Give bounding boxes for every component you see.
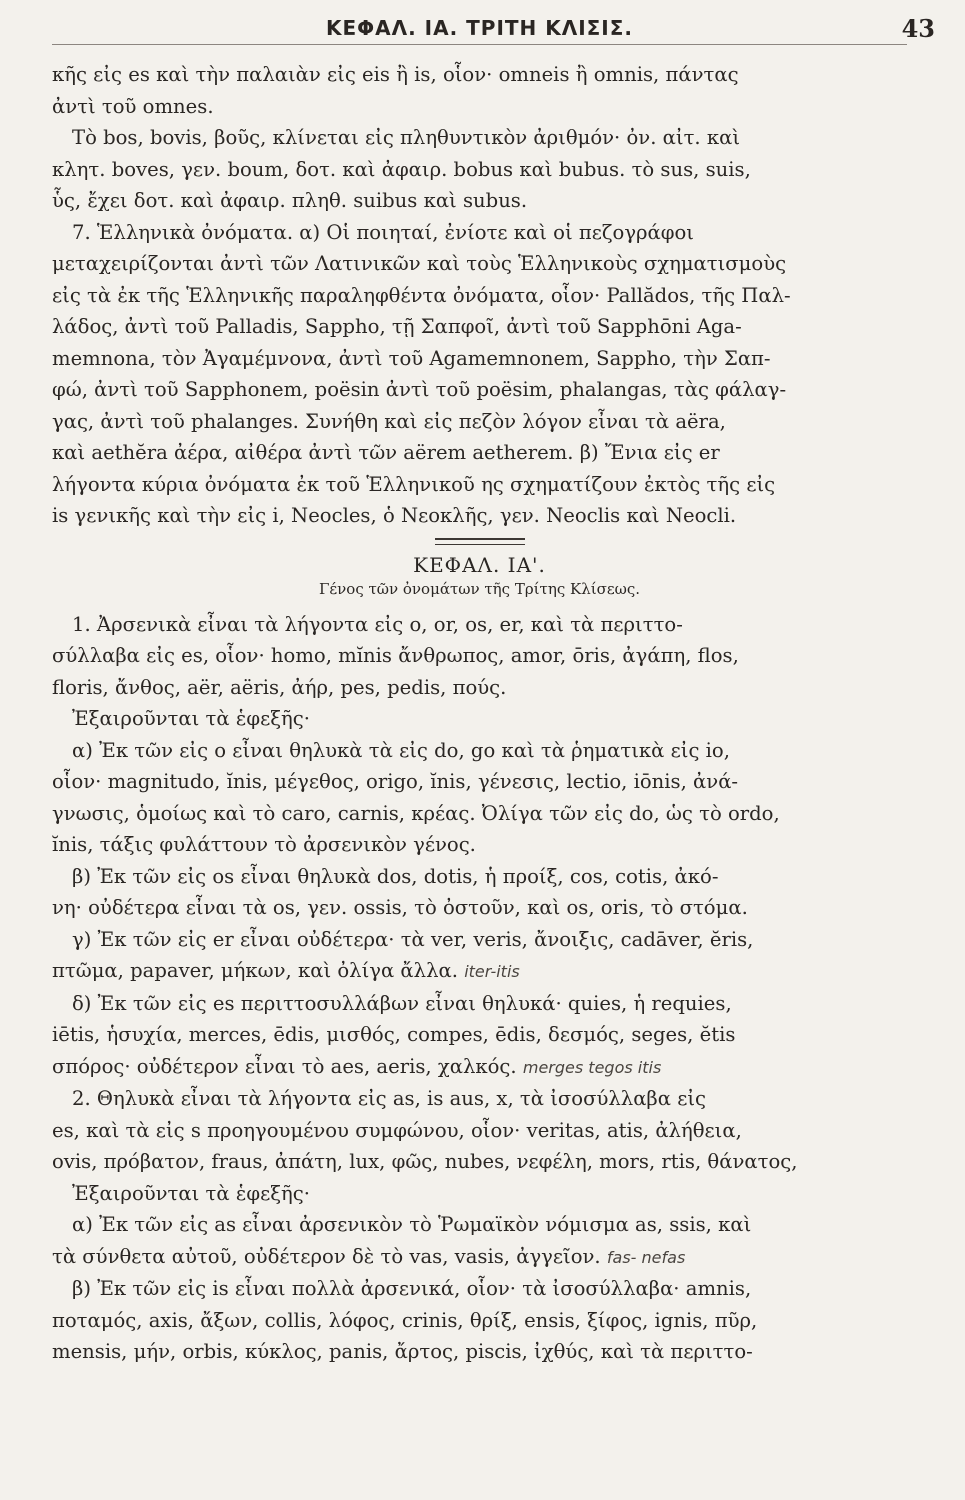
text-span: σπόρος· οὐδέτερον εἶναι τὸ aes, aeris, χαλκός. [52, 1054, 517, 1078]
text-line: λάδος, ἀντὶ τοῦ Palladis, Sappho, τῇ Σαπφοῖ, ἀντὶ τοῦ Sapphōni Aga- [52, 315, 742, 338]
text-line: μεταχειρίζονται ἀντὶ τῶν Λατινικῶν καὶ τοὺς Ἑλληνικοὺς σχηματισμοὺς [52, 252, 787, 275]
text-line: γ) Ἐκ τῶν εἰς er εἶναι οὐδέτερα· τὰ ver, veris, ἄνοιξις, cadāver, ĕris, [72, 927, 754, 951]
text-line: κλητ. boves, γεν. boum, δοτ. καὶ ἀφαιρ. bobus καὶ bubus. τὸ sus, suis, [52, 157, 751, 181]
text-line [52, 1241, 907, 1274]
section-2-text [52, 609, 907, 1368]
text-line [52, 1051, 907, 1084]
text-line: α) Ἐκ τῶν εἰς o εἶναι θηλυκὰ τὰ εἰς do, go καὶ τὰ ῥηματικὰ εἰς io, [72, 738, 730, 762]
text-line: ovis, πρόβατον, fraus, ἀπάτη, lux, φῶς, nubes, νεφέλη, mors, rtis, θάνατος, [52, 1150, 798, 1173]
text-line: ἀντὶ τοῦ omnes. [52, 94, 214, 118]
text-line: καὶ aethĕra ἀέρα, αἰθέρα ἀντὶ τῶν aërem aetherem. β) Ἔνια εἰς er [52, 441, 720, 464]
text-line: φώ, ἀντὶ τοῦ Sapphonem, poësin ἀντὶ τοῦ poësim, phalangas, τὰς φάλαγ- [52, 378, 787, 401]
text-line: Ἐξαιροῦνται τὰ ἑφεξῆς· [72, 707, 310, 730]
running-title: ΚΕΦΑΛ. ΙΑ. ΤΡΙΤΗ ΚΛΙΣΙΣ. [325, 16, 634, 40]
running-header [52, 14, 935, 45]
text-line: floris, ἄνθος, aër, aëris, ἀήρ, pes, pedis, πούς. [52, 675, 507, 699]
handwritten-note: iter-itis [464, 962, 520, 981]
text-span: πτῶμα, papaver, μήκων, καὶ ὀλίγα ἄλλα. [52, 959, 458, 982]
text-line: 7. Ἑλληνικὰ ὀνόματα. α) Οἱ ποιηταί, ἐνίοτε καὶ οἱ πεζογράφοι [72, 220, 694, 244]
text-line: iētis, ἡσυχία, merces, ēdis, μισθός, compes, ēdis, δεσμός, seges, ĕtis [52, 1023, 736, 1046]
text-line: κῆς εἰς es καὶ τὴν παλαιὰν εἰς eis ἢ is, οἷον· omneis ἢ omnis, πάντας [52, 63, 739, 86]
text-line: es, καὶ τὰ εἰς s προηγουμένου συμφώνου, οἷον· veritas, atis, ἀλήθεια, [52, 1118, 742, 1142]
text-line: ποταμός, axis, ἄξων, collis, λόφος, crinis, θρίξ, ensis, ξίφος, ignis, πῦρ, [52, 1308, 758, 1332]
text-line: ὗς, ἔχει δοτ. καὶ ἀφαιρ. πληθ. suibus καὶ subus. [52, 189, 528, 212]
text-line: is γενικῆς καὶ τὴν εἰς i, Neocles, ὁ Νεοκλῆς, γεν. Neoclis καὶ Neocli. [52, 504, 737, 527]
text-line: Ἐξαιροῦνται τὰ ἑφεξῆς· [72, 1181, 310, 1205]
handwritten-note: fas- nefas [606, 1247, 686, 1267]
chapter-heading: ΚΕΦΑΛ. ΙΑ'. [413, 552, 546, 577]
text-line: λήγοντα κύρια ὀνόματα ἐκ τοῦ Ἑλληνικοῦ ης σχηματίζουν ἐκτὸς τῆς εἰς [52, 472, 776, 496]
text-line: σύλλαβα εἰς es, οἷον· homo, mĭnis ἄνθρωπος, amor, ōris, ἀγάπη, flos, [52, 644, 739, 667]
text-line: Τὸ bos, bovis, βοῦς, κλίνεται εἰς πληθυντικὸν ἀριθμόν· ὀν. αἰτ. καὶ [72, 126, 741, 149]
text-line: α) Ἐκ τῶν εἰς as εἶναι ἀρσενικὸν τὸ Ῥωμαϊκὸν νόμισμα as, ssis, καὶ [72, 1213, 752, 1236]
text-line: β) Ἐκ τῶν εἰς is εἶναι πολλὰ ἀρσενικά, οἷον· τὰ ἰσοσύλλαβα· amnis, [72, 1277, 752, 1300]
text-line: mensis, μήν, orbis, κύκλος, panis, ἄρτος, piscis, ἰχθύς, καὶ τὰ περιττο- [52, 1340, 753, 1363]
text-line: γας, ἀντὶ τοῦ phalanges. Συνήθη καὶ εἰς πεζὸν λόγον εἶναι τὰ aëra, [52, 409, 726, 433]
text-line: εἰς τὰ ἐκ τῆς Ἑλληνικῆς παραληφθέντα ὀνόματα, οἷον· Pallădos, τῆς Παλ- [52, 283, 791, 307]
text-span: τὰ σύνθετα αὐτοῦ, οὐδέτερον δὲ τὸ vas, vasis, ἀγγεῖον. [52, 1244, 601, 1268]
chapter-subtitle: Γένος τῶν ὀνομάτων τῆς Τρίτης Κλίσεως. [318, 579, 640, 598]
page-number: 43 [901, 14, 935, 43]
handwritten-note: merges tegos itis [522, 1057, 662, 1077]
section-divider [435, 538, 525, 545]
text-line: οἷον· magnitudo, ĭnis, μέγεθος, origo, ĭnis, γένεσις, lectio, iōnis, ἀνά- [52, 770, 739, 793]
text-line: ĭnis, τάξις φυλάττουν τὸ ἀρσενικὸν γένος. [52, 833, 476, 856]
text-line: β) Ἐκ τῶν εἰς os εἶναι θηλυκὰ dos, dotis, ἡ προίξ, cos, cotis, ἀκό- [72, 864, 719, 888]
text-line [52, 955, 907, 988]
text-line: νη· οὐδέτερα εἶναι τὰ os, γεν. ossis, τὸ ὀστοῦν, καὶ os, oris, τὸ στόμα. [52, 896, 748, 919]
section-1-text [52, 59, 907, 532]
text-line: memnona, τὸν Ἀγαμέμνονα, ἀντὶ τοῦ Agamemnonem, Sappho, τὴν Σαπ- [52, 346, 771, 370]
text-line: δ) Ἐκ τῶν εἰς es περιττοσυλλάβων εἶναι θηλυκά· quies, ἡ requies, [72, 991, 732, 1015]
text-line: 1. Ἀρσενικὰ εἶναι τὰ λήγοντα εἰς o, or, os, er, καὶ τὰ περιττο- [72, 612, 683, 636]
text-line: γνωσις, ὁμοίως καὶ τὸ caro, carnis, κρέας. Ὀλίγα τῶν εἰς do, ὡς τὸ ordo, [52, 801, 780, 825]
text-line: 2. Θηλυκὰ εἶναι τὰ λήγοντα εἰς as, is aus, x, τὰ ἰσοσύλλαβα εἰς [72, 1087, 707, 1110]
